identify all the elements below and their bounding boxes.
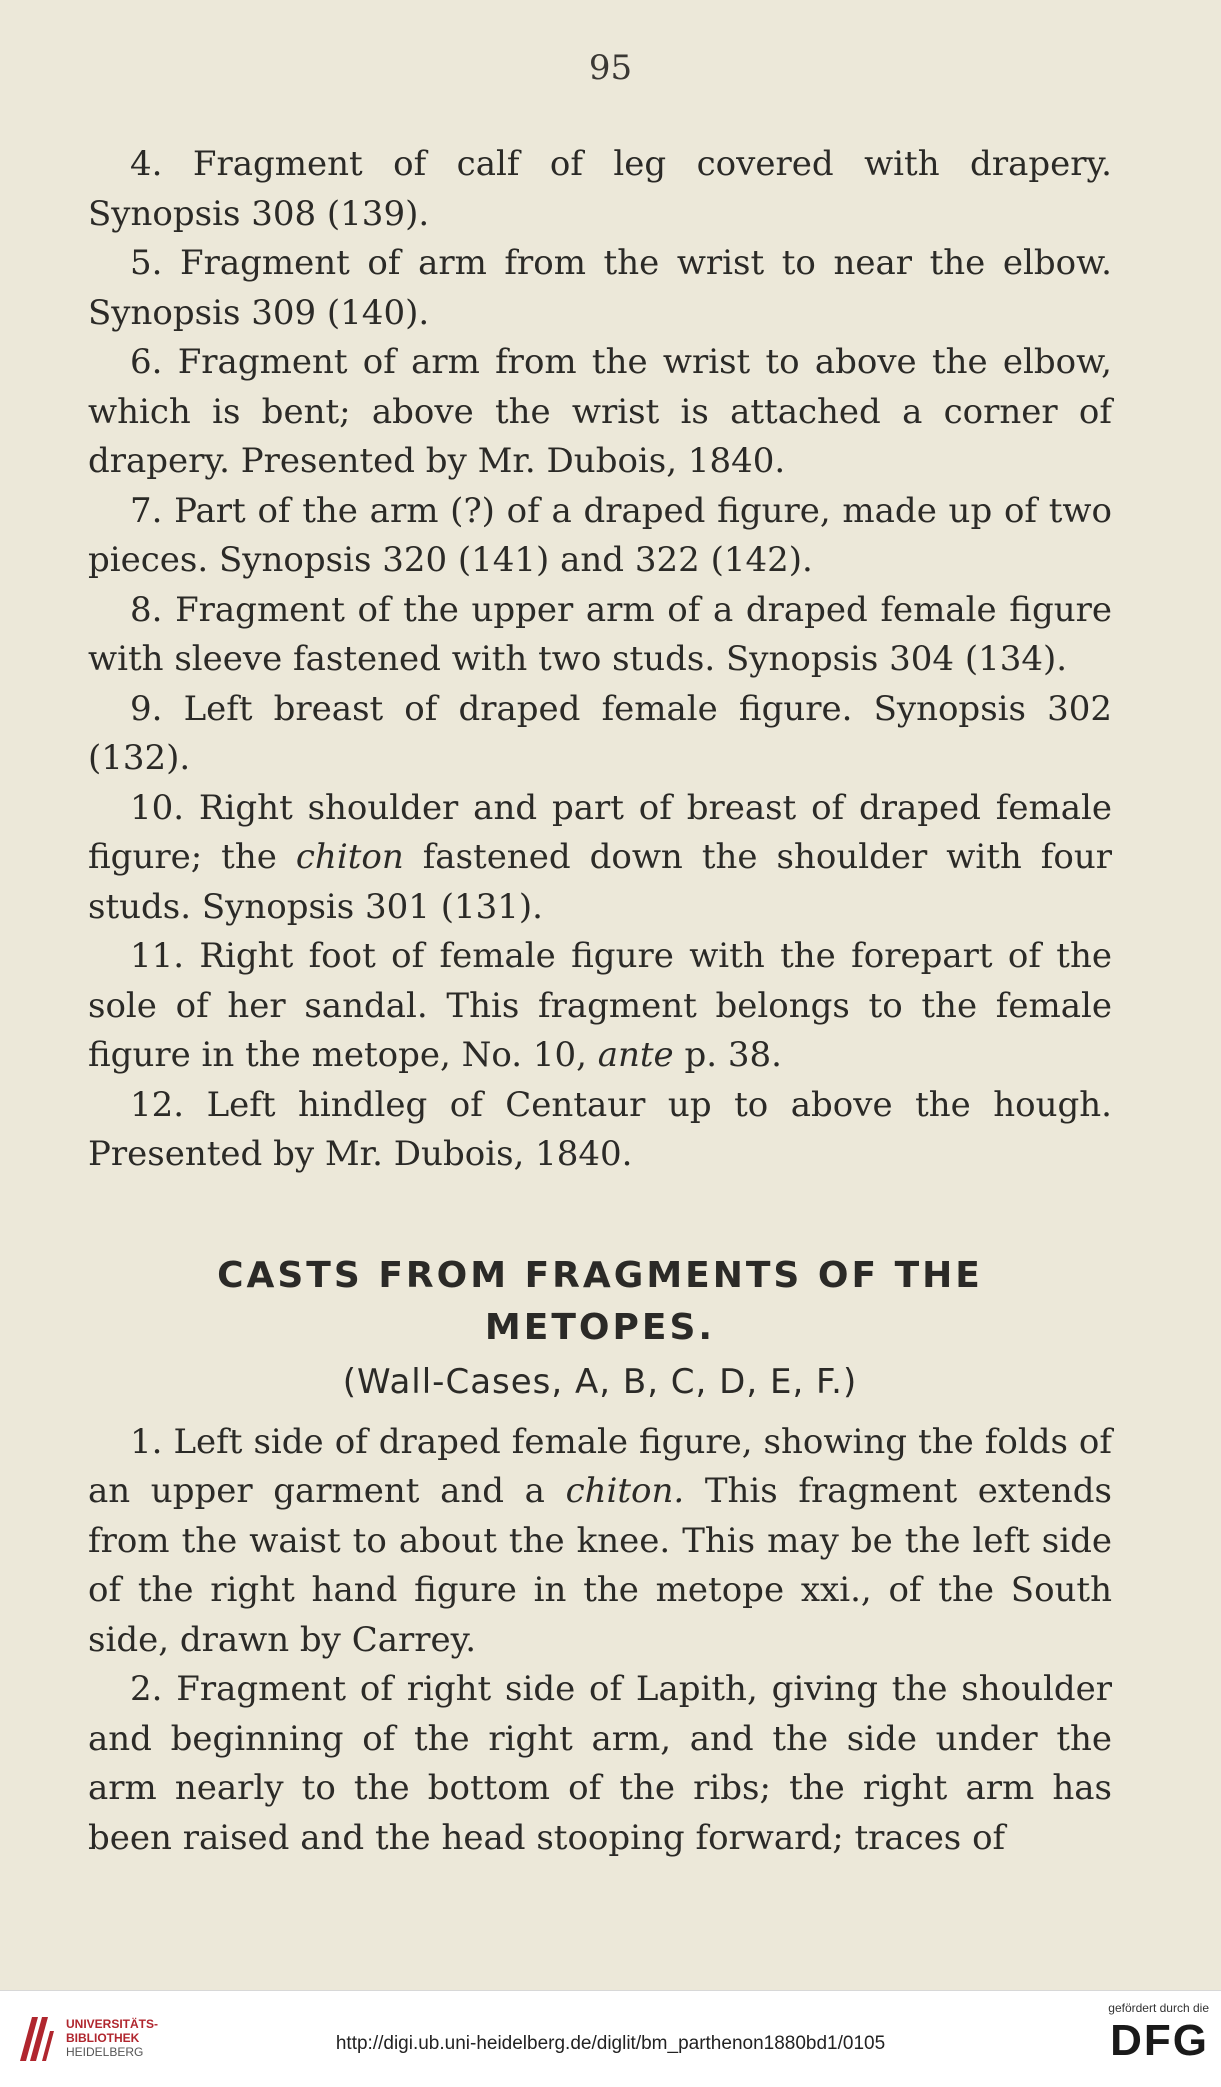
paragraph-item-5: 5. Fragment of arm from the wrist to near the elbow. Synopsis 309 (140). (88, 243, 1112, 333)
paragraph-text: This fragment extends from the waist to about the knee. This may be the left side of the right hand figure in the metope xxi., of the South side, drawn by Carrey. (88, 1471, 1113, 1660)
page-number: 95 (588, 48, 633, 88)
paragraph-text: p. 38. (673, 1035, 782, 1075)
paragraph-text: 1. Left side of draped female figure, showing the folds of an upper garment and a (88, 1421, 1112, 1511)
paragraph-section-item-2: 2. Fragment of right side of Lapith, giving the shoulder and beginning of the right arm, and the side under the arm nearly to the bottom of the ribs; the right arm has been raised and the head stooping forward; traces of (88, 1669, 1112, 1858)
paragraph-item-4: 4. Fragment of calf of leg covered with drapery. Synopsis 308 (139). (88, 144, 1112, 234)
paragraph-item-8: 8. Fragment of the upper arm of a draped female figure with sleeve fastened with two studs. Synopsis 304 (134). (88, 589, 1112, 679)
dfg-wordmark: DFG (1110, 2016, 1209, 2065)
paragraph-item-7: 7. Part of the arm (?) of a draped figure, made up of two pieces. Synopsis 320 (141) and 322 (142). (88, 490, 1112, 580)
logo-line-1: UNIVERSITÄTS- (66, 2017, 159, 2031)
section-subtitle: (Wall-Cases, A, B, C, D, E, F.) (342, 1361, 858, 1402)
paragraph-item-12: 12. Left hindleg of Centaur up to above the hough. Presented by Mr. Dubois, 1840. (88, 1084, 1112, 1174)
paragraph-text: 11. Right foot of female figure with the forepart of the sole of her sandal. This fragment belongs to the female figure in the metope, No. 10, (88, 936, 1112, 1075)
dfg-logo[interactable] (1079, 2001, 1209, 2063)
footer-bar (0, 1990, 1221, 2087)
paragraph-item-9: 9. Left breast of draped female figure. Synopsis 302 (132). (88, 688, 1112, 778)
paragraph-item-10 (88, 784, 1112, 933)
logo-line-2: BIBLIOTHEK (66, 2031, 140, 2045)
paragraph-text: 10. Right shoulder and part of breast of draped female figure; the (88, 787, 1112, 877)
funded-by-label: gefördert durch die (1108, 2001, 1209, 2015)
section-title-line-1: CASTS FROM FRAGMENTS OF THE (217, 1254, 983, 1296)
paragraph-text: fastened down the shoulder with four studs. Synopsis 301 (131). (88, 837, 1113, 927)
italic-term: chiton. (565, 1471, 685, 1511)
section-title-line-2: METOPES. (484, 1306, 716, 1348)
section-title (88, 1180, 1112, 1354)
logo-line-3: HEIDELBERG (66, 2045, 144, 2059)
paragraph-section-item-1 (88, 1418, 1112, 1666)
italic-term: ante (597, 1035, 674, 1075)
paragraph-item-11 (88, 932, 1112, 1081)
body-text (88, 140, 1112, 1863)
paragraph-item-6: 6. Fragment of arm from the wrist to above the elbow, which is bent; above the wrist is attached a corner of drapery. Presented by Mr. Dubois, 1840. (88, 342, 1112, 481)
source-url-link[interactable]: http://digi.ub.uni-heidelberg.de/diglit/bm_parthenon1880bd1/0105 (335, 2033, 886, 2054)
italic-term: chiton (295, 837, 404, 877)
